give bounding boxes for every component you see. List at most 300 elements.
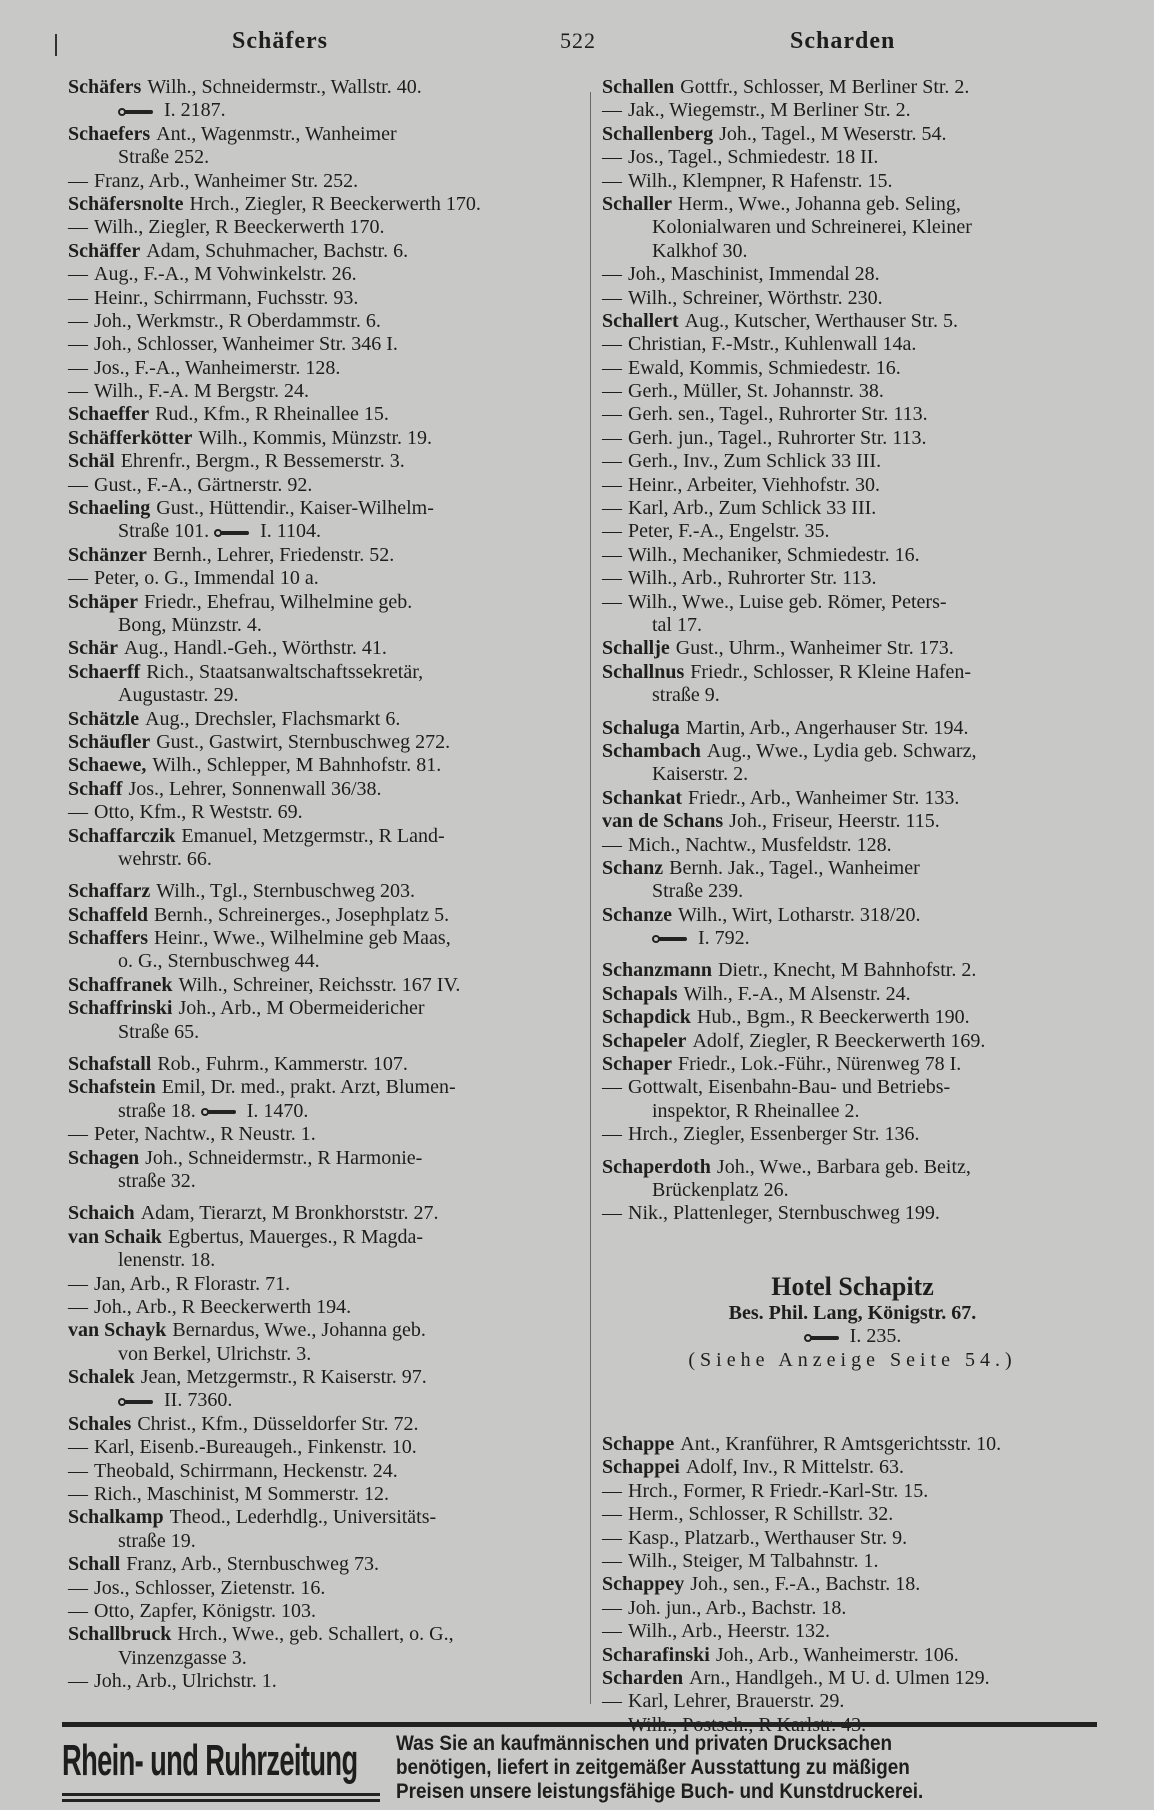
entry-line — [602, 99, 1107, 122]
entry-line — [68, 403, 573, 426]
directory-entry — [602, 99, 1107, 122]
directory-entry — [68, 1123, 573, 1146]
entry-details: Joh., Friseur, Heerstr. 115. — [729, 810, 940, 833]
entry-line — [68, 1623, 573, 1646]
entry-details: Franz, Arb., Sternbuschweg 73. — [126, 1553, 379, 1576]
entry-surname: Schallenberg — [602, 122, 714, 145]
entry-surname: Schales — [68, 1412, 132, 1435]
directory-entry — [68, 427, 573, 450]
entry-details: Joh. jun., Arb., Bachstr. 18. — [628, 1596, 847, 1619]
entry-continuation — [68, 1021, 573, 1044]
ditto-dash: — — [602, 497, 622, 520]
entry-details: Gerh. sen., Tagel., Ruhrorter Str. 113. — [628, 403, 928, 426]
entry-details: Wilh., Steiger, M Talbahnstr. 1. — [628, 1549, 879, 1572]
entry-details: Ewald, Kommis, Schmiedestr. 16. — [628, 356, 901, 379]
continuation-text: o. G., Sternbuschweg 44. — [118, 950, 320, 973]
ditto-dash: — — [602, 1503, 622, 1526]
directory-entry — [68, 1553, 573, 1576]
entry-line — [602, 474, 1107, 497]
entry-details: Wilh., Schneidermstr., Wallstr. 40. — [147, 76, 422, 98]
entry-line — [68, 1506, 573, 1529]
entry-details: Joh., Schneidermstr., R Harmonie- — [145, 1146, 423, 1169]
entry-details: Adolf, Inv., R Mittelstr. 63. — [685, 1456, 904, 1479]
entry-continuation — [68, 520, 573, 543]
entry-details: Herm., Schlosser, R Schillstr. 32. — [628, 1503, 894, 1526]
entry-line — [68, 1577, 573, 1600]
entry-line — [602, 1620, 1107, 1643]
entry-details: Otto, Kfm., R Weststr. 69. — [94, 801, 303, 824]
ditto-dash: — — [602, 169, 622, 192]
directory-entry — [68, 1226, 573, 1273]
entry-continuation — [602, 684, 1107, 707]
entry-details: Bernh. Jak., Tagel., Wanheimer — [669, 856, 920, 879]
entry-details: Hub., Bgm., R Beeckerwerth 190. — [696, 1006, 970, 1029]
entry-surname: Schaffarz — [68, 880, 151, 903]
entry-details: Aug., Handl.-Geh., Wörthstr. 41. — [124, 637, 387, 660]
running-head-left: Schäfers — [232, 28, 328, 54]
entry-details: Wilh., Klempner, R Hafenstr. 15. — [628, 169, 893, 192]
entry-details: Hrch., Ziegler, Essenberger Str. 136. — [628, 1123, 920, 1146]
entry-details: Egbertus, Mauerges., R Magda- — [167, 1225, 424, 1248]
directory-entry — [602, 1123, 1107, 1146]
entry-line — [68, 333, 573, 356]
entry-surname: Schanzmann — [602, 959, 713, 982]
telephone-number: I. 1104. — [260, 520, 322, 543]
directory-entry — [68, 123, 573, 170]
entry-line — [602, 193, 1107, 216]
entry-details: Adam, Schuhmacher, Bachstr. 6. — [146, 239, 409, 262]
entry-continuation — [68, 146, 573, 169]
directory-entry — [602, 1550, 1107, 1573]
entry-details: Christ., Kfm., Düsseldorfer Str. 72. — [137, 1412, 419, 1435]
entry-details: Wilh., Arb., Ruhrorter Str. 113. — [628, 567, 877, 590]
directory-entry — [68, 904, 573, 927]
entry-line — [68, 731, 573, 754]
ditto-dash: — — [602, 520, 622, 543]
entry-line — [602, 1597, 1107, 1620]
entry-line — [68, 1600, 573, 1623]
directory-entry — [602, 834, 1107, 857]
continuation-text: Kaiserstr. 2. — [652, 763, 749, 786]
entry-line — [68, 997, 573, 1020]
directory-entry — [68, 240, 573, 263]
entry-surname: Schaffers — [68, 927, 148, 950]
ditto-dash: — — [68, 1576, 88, 1599]
directory-entry — [68, 1319, 573, 1366]
entry-details: Aug., Kutscher, Werthauser Str. 5. — [684, 309, 958, 332]
entry-continuation — [68, 614, 573, 637]
directory-entry — [602, 427, 1107, 450]
ditto-dash: — — [68, 1295, 88, 1318]
entry-line — [68, 1366, 573, 1389]
entry-line — [602, 1123, 1107, 1146]
entry-surname: Schaerff — [68, 660, 141, 683]
entry-line — [68, 287, 573, 310]
ditto-dash: — — [602, 1479, 622, 1502]
hotel-advert — [600, 1272, 1105, 1372]
entry-details: Heinr., Wwe., Wilhelmine geb Maas, — [153, 927, 451, 950]
ditto-dash: — — [68, 286, 88, 309]
telephone-icon — [201, 1107, 239, 1117]
entry-details: Jos., F.-A., Wanheimerstr. 128. — [94, 356, 341, 379]
entry-details: Franz, Arb., Wanheimer Str. 252. — [94, 169, 359, 192]
ditto-dash: — — [602, 473, 622, 496]
continuation-text: Kolonialwaren und Schreinerei, Kleiner — [652, 216, 972, 239]
entry-surname: Schallje — [602, 637, 670, 660]
entry-surname: Scharden — [602, 1666, 684, 1689]
entry-details: Ant., Kranführer, R Amtsgerichtsstr. 10. — [680, 1433, 1002, 1455]
ditto-dash: — — [68, 567, 88, 590]
entry-line — [602, 427, 1107, 450]
entry-details: Rich., Staatsanwaltschaftssekretär, — [146, 660, 424, 683]
ditto-dash: — — [602, 99, 622, 122]
entry-line — [602, 637, 1107, 660]
ditto-dash: — — [602, 426, 622, 449]
directory-entry — [602, 1690, 1107, 1713]
footer-ad-line: Was Sie an kaufmännischen und privaten Drucksachen — [396, 1732, 893, 1755]
directory-entry — [602, 1076, 1107, 1123]
directory-entry — [602, 787, 1107, 810]
directory-entry — [602, 1480, 1107, 1503]
entry-line — [602, 1480, 1107, 1503]
entry-details: Wilh., Tgl., Sternbuschweg 203. — [156, 880, 416, 903]
continuation-text: Kalkhof 30. — [652, 239, 748, 262]
entry-line — [602, 1006, 1107, 1029]
directory-entry — [602, 170, 1107, 193]
entry-line — [602, 959, 1107, 982]
entry-surname: Schäfersnolte — [68, 192, 184, 215]
directory-entry — [602, 591, 1107, 638]
entry-details: Karl, Eisenb.-Bureaugeh., Finkenstr. 10. — [94, 1436, 417, 1459]
entry-line — [68, 357, 573, 380]
directory-entry — [68, 1577, 573, 1600]
entry-details: Friedr., Lok.-Führ., Nürenweg 78 I. — [678, 1053, 962, 1076]
entry-surname: Schallbruck — [68, 1623, 172, 1646]
ditto-dash: — — [602, 263, 622, 286]
entry-continuation — [68, 99, 573, 122]
entry-surname: Schalkamp — [68, 1506, 164, 1529]
entry-surname: Schallen — [602, 76, 675, 98]
directory-entry — [68, 731, 573, 754]
entry-details: Peter, o. G., Immendal 10 a. — [94, 567, 319, 590]
directory-entry — [602, 1527, 1107, 1550]
ditto-dash: — — [68, 216, 88, 239]
directory-entry — [602, 333, 1107, 356]
entry-details: Nik., Plattenleger, Sternbuschweg 199. — [628, 1202, 940, 1225]
directory-entry — [602, 857, 1107, 904]
entry-surname: Schaluga — [602, 716, 680, 739]
entry-line — [68, 474, 573, 497]
ditto-dash: — — [68, 1483, 88, 1506]
ditto-dash: — — [68, 1600, 88, 1622]
entry-details: Heinr., Arbeiter, Viehhofstr. 30. — [628, 473, 881, 496]
footer-ad-line: benötigen, liefert in zeitgemäßer Ausstattung zu mäßigen — [396, 1756, 910, 1779]
left-column — [68, 76, 573, 1694]
entry-continuation — [602, 216, 1107, 239]
entry-details: Emanuel, Metzgermstr., R Land- — [181, 824, 445, 847]
ditto-dash: — — [602, 403, 622, 426]
entry-surname: Schaper — [602, 1053, 672, 1076]
entry-surname: van Schayk — [68, 1319, 167, 1342]
ditto-dash: — — [602, 543, 622, 566]
entry-details: Rud., Kfm., R Rheinallee 15. — [155, 403, 389, 426]
directory-entry — [602, 146, 1107, 169]
directory-entry — [68, 287, 573, 310]
entry-line — [602, 1202, 1107, 1225]
entry-details: Rich., Maschinist, M Sommerstr. 12. — [94, 1483, 389, 1506]
entry-line — [68, 1553, 573, 1576]
directory-entry — [602, 1597, 1107, 1620]
entry-line — [68, 661, 573, 684]
telephone-number: I. 1470. — [246, 1099, 309, 1122]
entry-line — [602, 1550, 1107, 1573]
entry-details: Jos., Lehrer, Sonnenwall 36/38. — [128, 777, 382, 800]
entry-details: Wilh., Wirt, Lotharstr. 318/20. — [678, 903, 921, 926]
entry-surname: Schäper — [68, 590, 138, 613]
entry-details: Wilh., F.-A., M Alsenstr. 24. — [683, 982, 911, 1005]
hotel-owner: Bes. Phil. Lang, Königstr. 67. — [728, 1302, 977, 1324]
entry-details: Gottfr., Schlosser, M Berliner Str. 2. — [680, 76, 970, 98]
entry-surname: Schallnus — [602, 660, 685, 683]
entry-continuation — [602, 240, 1107, 263]
entry-surname: Schafstall — [68, 1053, 152, 1076]
directory-entry — [68, 1460, 573, 1483]
directory-entry — [68, 1076, 573, 1123]
entry-details: Arn., Handlgeh., M U. d. Ulmen 129. — [689, 1666, 990, 1689]
entry-line — [602, 1573, 1107, 1596]
entry-surname: Schaefers — [68, 122, 151, 145]
entry-details: Theod., Lederhdlg., Universitäts- — [169, 1506, 437, 1529]
continuation-text: straße 19. — [118, 1529, 196, 1552]
directory-entry — [68, 801, 573, 824]
entry-continuation — [602, 1100, 1107, 1123]
directory-entry — [68, 474, 573, 497]
directory-entry — [68, 825, 573, 872]
directory-entry — [602, 403, 1107, 426]
entry-line — [68, 427, 573, 450]
entry-line — [68, 544, 573, 567]
entry-details: Gust., Gastwirt, Sternbuschweg 272. — [156, 730, 451, 753]
entry-line — [68, 591, 573, 614]
directory-entry — [68, 544, 573, 567]
continuation-text: Bong, Münzstr. 4. — [118, 613, 262, 636]
directory-entry — [602, 263, 1107, 286]
entry-line — [68, 1319, 573, 1342]
entry-line — [602, 567, 1107, 590]
entry-details: Gottwalt, Eisenbahn-Bau- und Betriebs- — [628, 1076, 951, 1099]
entry-continuation — [68, 1530, 573, 1553]
entry-line — [68, 380, 573, 403]
directory-entry — [68, 193, 573, 216]
ditto-dash: — — [602, 1123, 622, 1146]
entry-line — [602, 1433, 1107, 1456]
entry-details: Gust., Hüttendir., Kaiser-Wilhelm- — [156, 497, 434, 520]
entry-details: Herm., Wwe., Johanna geb. Seling, — [678, 192, 961, 215]
entry-details: Rob., Fuhrm., Kammerstr. 107. — [157, 1053, 408, 1076]
entry-details: Jean, Metzgermstr., R Kaiserstr. 97. — [140, 1366, 427, 1389]
directory-entry — [68, 637, 573, 660]
entry-line — [68, 778, 573, 801]
entry-line — [602, 263, 1107, 286]
ditto-dash: — — [602, 286, 622, 309]
entry-surname: Schänzer — [68, 543, 147, 566]
entry-details: Joh., Arb., M Obermeidericher — [178, 997, 425, 1020]
entry-continuation — [68, 684, 573, 707]
entry-details: Jan, Arb., R Florastr. 71. — [94, 1272, 291, 1295]
entry-line — [602, 904, 1107, 927]
margin-mark — [55, 34, 57, 56]
entry-details: Wilh., Schlepper, M Bahnhofstr. 81. — [152, 754, 442, 777]
telephone-number: I. 2187. — [164, 99, 226, 122]
entry-line — [602, 357, 1107, 380]
directory-entry — [68, 403, 573, 426]
entry-details: Gerh., Inv., Zum Schlick 33 III. — [628, 450, 882, 473]
entry-continuation — [602, 614, 1107, 637]
entry-line — [602, 544, 1107, 567]
entry-surname: Schäffer — [68, 239, 141, 262]
entry-surname: Schaich — [68, 1202, 135, 1225]
continuation-text: Brückenplatz 26. — [652, 1178, 789, 1201]
telephone-icon — [118, 1397, 156, 1407]
entry-details: Karl, Arb., Zum Schlick 33 III. — [628, 497, 877, 520]
ditto-dash: — — [602, 833, 622, 856]
entry-line — [68, 880, 573, 903]
ditto-dash: — — [602, 356, 622, 379]
entry-details: Wilh., Arb., Heerstr. 132. — [628, 1620, 830, 1643]
entry-surname: Schafstein — [68, 1076, 156, 1099]
entry-line — [602, 1156, 1107, 1179]
entry-surname: Schanze — [602, 903, 672, 926]
directory-entry — [602, 287, 1107, 310]
entry-surname: Schagen — [68, 1146, 140, 1169]
entry-details: Gerh., Müller, St. Johannstr. 38. — [628, 380, 884, 403]
entry-line — [602, 810, 1107, 833]
ditto-dash: — — [68, 333, 88, 356]
ditto-dash: — — [602, 333, 622, 356]
entry-details: Joh., Maschinist, Immendal 28. — [628, 263, 880, 286]
footer-ad-title: Rhein- und Ruhrzeitung — [62, 1736, 358, 1785]
entry-line — [68, 974, 573, 997]
entry-surname: Schär — [68, 637, 118, 660]
entry-surname: Schaeling — [68, 497, 151, 520]
ditto-dash: — — [602, 1526, 622, 1549]
entry-details: Emil, Dr. med., prakt. Arzt, Blumen- — [161, 1076, 456, 1099]
entry-line — [602, 661, 1107, 684]
hotel-phone-number: I. 235. — [849, 1325, 902, 1348]
entry-line — [602, 450, 1107, 473]
directory-entry — [68, 1483, 573, 1506]
telephone-icon — [214, 528, 252, 538]
entry-surname: Schaff — [68, 777, 123, 800]
entry-line — [602, 983, 1107, 1006]
entry-details: Dietr., Knecht, M Bahnhofstr. 2. — [718, 959, 977, 982]
entry-line — [602, 1053, 1107, 1076]
directory-entry — [602, 497, 1107, 520]
directory-entry — [602, 310, 1107, 333]
directory-entry — [602, 1053, 1107, 1076]
ditto-dash: — — [602, 590, 622, 613]
entry-details: Karl, Lehrer, Brauerstr. 29. — [628, 1690, 845, 1713]
entry-line — [68, 637, 573, 660]
entry-details: Hrch., Ziegler, R Beeckerwerth 170. — [189, 192, 481, 215]
entry-continuation — [68, 1100, 573, 1123]
entry-line — [68, 310, 573, 333]
entry-details: Joh., Tagel., M Weserstr. 54. — [719, 122, 947, 145]
entry-details: Friedr., Ehefrau, Wilhelmine geb. — [144, 590, 413, 613]
entry-details: Wilh., Kommis, Münzstr. 19. — [198, 426, 433, 449]
right-column-bottom — [602, 1433, 1107, 1737]
directory-entry — [68, 1202, 573, 1225]
directory-entry — [68, 708, 573, 731]
entry-details: Theobald, Schirrmann, Heckenstr. 24. — [94, 1459, 398, 1482]
directory-entry — [602, 1156, 1107, 1203]
entry-line — [68, 193, 573, 216]
entry-surname: Schäfers — [68, 76, 142, 98]
directory-entry — [68, 1147, 573, 1194]
ditto-dash: — — [602, 567, 622, 590]
entry-surname: Schaffranek — [68, 973, 173, 996]
directory-entry — [68, 591, 573, 638]
entry-line — [68, 1296, 573, 1319]
entry-surname: Schaeffer — [68, 403, 150, 426]
ditto-dash: — — [602, 450, 622, 473]
directory-entry — [68, 1413, 573, 1436]
entry-details: Gerh. jun., Tagel., Ruhrorter Str. 113. — [628, 426, 927, 449]
entry-details: Christian, F.-Mstr., Kuhlenwall 14a. — [628, 333, 917, 356]
entry-continuation — [602, 880, 1107, 903]
directory-entry — [602, 1667, 1107, 1690]
entry-line — [602, 497, 1107, 520]
directory-entry — [68, 1670, 573, 1693]
directory-entry — [68, 778, 573, 801]
entry-line — [602, 787, 1107, 810]
directory-entry — [602, 520, 1107, 543]
ditto-dash: — — [68, 1272, 88, 1295]
entry-line — [68, 927, 573, 950]
entry-details: Wilh., F.-A. M Bergstr. 24. — [94, 380, 310, 403]
directory-entry — [602, 661, 1107, 708]
entry-line — [68, 1670, 573, 1693]
directory-entry — [68, 170, 573, 193]
entry-surname: Scharafinski — [602, 1643, 710, 1666]
directory-entry — [68, 1623, 573, 1670]
ditto-dash: — — [602, 1202, 622, 1225]
directory-entry — [68, 1506, 573, 1553]
continuation-text: Vinzenzgasse 3. — [118, 1646, 247, 1669]
entry-line — [602, 1503, 1107, 1526]
footer-ad-text — [396, 1732, 1044, 1804]
column-divider — [590, 92, 591, 1704]
directory-entry — [602, 450, 1107, 473]
directory-entry — [602, 544, 1107, 567]
entry-details: Friedr., Arb., Wanheimer Str. 133. — [688, 786, 960, 809]
entry-details: Gust., F.-A., Gärtnerstr. 92. — [94, 473, 313, 496]
directory-entry — [68, 216, 573, 239]
entry-line — [602, 170, 1107, 193]
directory-entry — [68, 263, 573, 286]
ditto-dash: — — [68, 1459, 88, 1482]
entry-details: Otto, Zapfer, Königstr. 103. — [94, 1600, 316, 1622]
ditto-dash: — — [68, 356, 88, 379]
ditto-dash: — — [68, 1123, 88, 1146]
running-head-right: Scharden — [790, 28, 896, 54]
directory-entry — [602, 1433, 1107, 1456]
directory-entry — [68, 1296, 573, 1319]
entry-line — [68, 708, 573, 731]
entry-details: Bernardus, Wwe., Johanna geb. — [172, 1319, 426, 1342]
directory-entry — [68, 1273, 573, 1296]
directory-entry — [68, 1366, 573, 1413]
